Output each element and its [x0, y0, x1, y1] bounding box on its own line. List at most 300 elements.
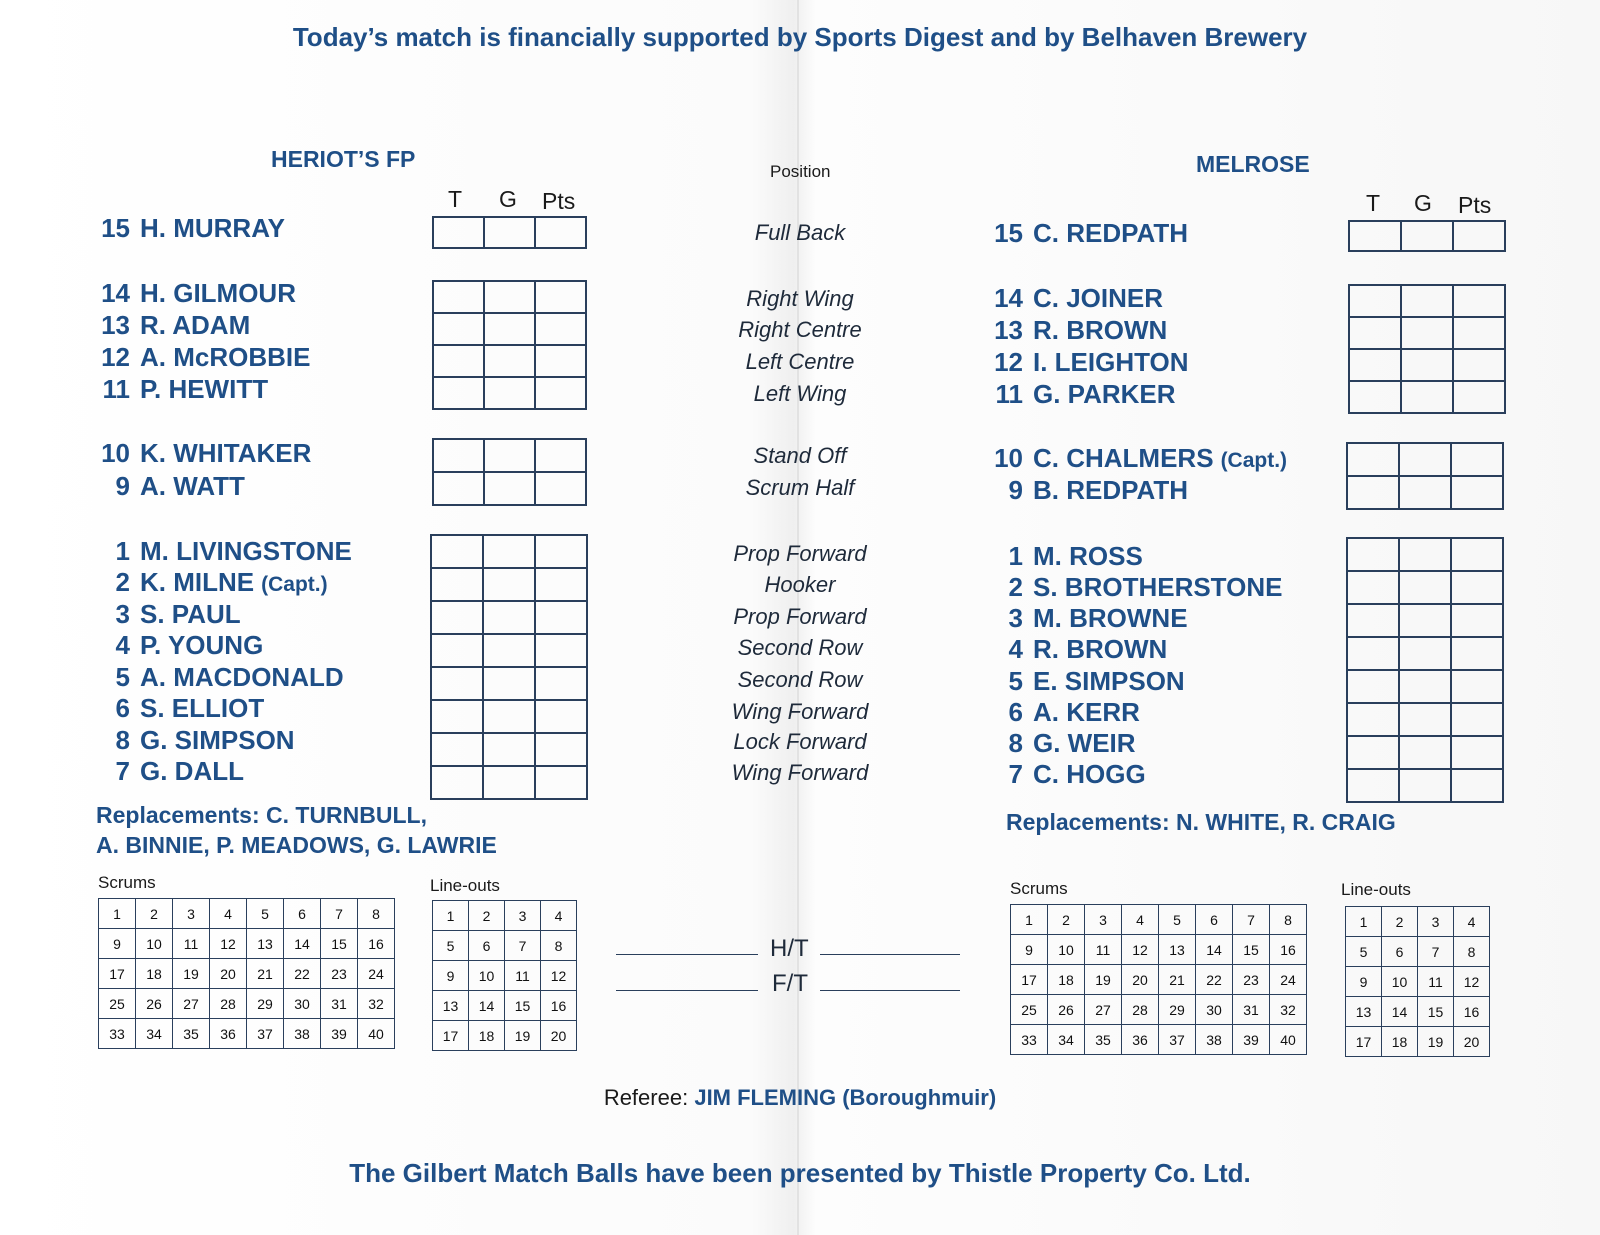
score-cell [1347, 476, 1399, 509]
score-cell [1347, 571, 1399, 604]
away-lineouts-grid [1345, 906, 1490, 1057]
count-cell: 2 [136, 899, 173, 929]
count-cell: 15 [1418, 997, 1454, 1027]
score-cell [483, 634, 535, 667]
score-cell [1399, 604, 1451, 637]
home-col-g: G [499, 186, 517, 212]
count-cell: 15 [1233, 935, 1270, 965]
score-cell [1451, 769, 1503, 802]
player-number: 8 [1008, 728, 1023, 758]
count-cell: 20 [1454, 1027, 1490, 1057]
player-number: 12 [101, 342, 130, 372]
player-number: 4 [1008, 634, 1023, 664]
player-name: I. LEIGHTON [1033, 347, 1189, 377]
position-label: Wing Forward [731, 760, 869, 785]
score-cell [1451, 443, 1503, 476]
player-name: P. HEWITT [140, 374, 269, 404]
count-cell: 19 [1418, 1027, 1454, 1057]
away-col-t: T [1366, 190, 1381, 216]
score-cell [1399, 476, 1451, 509]
count-cell: 38 [284, 1019, 321, 1049]
score-cell [433, 281, 484, 313]
count-cell: 7 [1418, 937, 1454, 967]
count-cell: 17 [99, 959, 136, 989]
player-name: K. WHITAKER [140, 438, 312, 468]
score-cell [535, 634, 587, 667]
player-name: A. McROBBIE [140, 342, 311, 372]
player-number: 10 [994, 443, 1023, 473]
count-cell: 34 [136, 1019, 173, 1049]
count-cell: 4 [1454, 907, 1490, 937]
count-cell: 19 [1085, 965, 1122, 995]
away-player-row [979, 347, 1196, 378]
player-number: 5 [115, 662, 130, 692]
count-cell: 8 [1270, 905, 1307, 935]
position-label: Right Wing [746, 286, 854, 311]
ft-label: F/T [772, 970, 808, 997]
count-cell: 18 [136, 959, 173, 989]
home-player-row [86, 374, 275, 405]
score-cell [1401, 221, 1453, 251]
away-player-row [979, 728, 1143, 759]
score-cell [484, 281, 535, 313]
count-cell: 14 [284, 929, 321, 959]
referee-line [0, 1085, 1600, 1111]
player-name: C. HOGG [1033, 759, 1146, 789]
count-cell: 6 [1196, 905, 1233, 935]
player-name: M. BROWNE [1033, 603, 1188, 633]
away-player-row [979, 759, 1153, 790]
count-cell: 40 [1270, 1025, 1307, 1055]
player-number: 14 [101, 278, 130, 308]
score-cell [431, 568, 483, 601]
player-number: 1 [1008, 541, 1023, 571]
score-cell [483, 601, 535, 634]
player-name: H. MURRAY [140, 213, 285, 243]
count-cell: 28 [210, 989, 247, 1019]
home-player-row [86, 278, 303, 309]
player-number: 11 [995, 379, 1023, 409]
player-name: B. REDPATH [1033, 475, 1189, 505]
count-cell: 9 [433, 961, 469, 991]
home-col-pts: Pts [542, 188, 576, 214]
position-label: Prop Forward [733, 541, 867, 566]
count-cell: 17 [433, 1021, 469, 1051]
score-cell [1399, 736, 1451, 769]
score-cell [433, 377, 484, 409]
count-cell: 37 [1159, 1025, 1196, 1055]
count-cell: 11 [1085, 935, 1122, 965]
player-name: R. BROWN [1033, 315, 1168, 345]
score-cell [431, 535, 483, 568]
home-replacements-line1: Replacements: C. TURNBULL, [96, 802, 427, 828]
count-cell: 16 [1454, 997, 1490, 1027]
score-cell [433, 345, 484, 377]
count-cell: 14 [469, 991, 505, 1021]
count-cell: 20 [541, 1021, 577, 1051]
count-cell: 1 [433, 901, 469, 931]
count-cell: 39 [321, 1019, 358, 1049]
count-cell: 9 [99, 929, 136, 959]
away-player-row [979, 634, 1174, 665]
home-player-row [86, 213, 292, 244]
count-cell: 4 [210, 899, 247, 929]
score-cell [433, 313, 484, 345]
score-cell [1399, 703, 1451, 736]
count-cell: 17 [1011, 965, 1048, 995]
score-cell [1401, 285, 1453, 317]
home-player-row [86, 536, 359, 567]
player-number: 13 [101, 310, 130, 340]
count-cell: 32 [1270, 995, 1307, 1025]
score-cell [483, 667, 535, 700]
position-label: Scrum Half [745, 475, 855, 500]
score-cell [483, 766, 535, 799]
score-cell [1451, 476, 1503, 509]
count-cell: 26 [136, 989, 173, 1019]
count-cell: 25 [1011, 995, 1048, 1025]
player-name: R. ADAM [140, 310, 251, 340]
score-cell [484, 377, 535, 409]
sponsor-header: Today’s match is financially supported by Sports Digest and by Belhaven Brewery [292, 22, 1308, 52]
count-cell: 13 [247, 929, 284, 959]
player-name: G. DALL [140, 756, 244, 786]
home-player-row [86, 310, 257, 341]
score-cell [1347, 604, 1399, 637]
count-cell: 12 [210, 929, 247, 959]
player-name: S. ELLIOT [140, 693, 265, 723]
count-cell: 6 [284, 899, 321, 929]
away-score-grid [1346, 537, 1504, 803]
score-cell [1453, 285, 1505, 317]
away-player-row [979, 315, 1174, 346]
score-cell [431, 733, 483, 766]
player-name: H. GILMOUR [140, 278, 296, 308]
score-cell [1347, 703, 1399, 736]
away-player-row [979, 697, 1147, 728]
count-cell: 10 [1382, 967, 1418, 997]
score-cell [1349, 285, 1401, 317]
count-cell: 30 [1196, 995, 1233, 1025]
score-cell [431, 700, 483, 733]
player-number: 6 [1008, 697, 1023, 727]
count-cell: 18 [1048, 965, 1085, 995]
score-cell [483, 568, 535, 601]
count-cell: 14 [1196, 935, 1233, 965]
count-cell: 9 [1346, 967, 1382, 997]
score-cell [535, 313, 586, 345]
player-number: 5 [1008, 666, 1023, 696]
away-scrums-grid [1010, 904, 1307, 1055]
player-name: G. WEIR [1033, 728, 1136, 758]
away-scrums-label: Scrums [1010, 879, 1068, 898]
count-cell: 3 [505, 901, 541, 931]
count-cell: 11 [173, 929, 210, 959]
count-cell: 13 [433, 991, 469, 1021]
count-cell: 16 [1270, 935, 1307, 965]
home-score-grid [430, 534, 588, 800]
count-cell: 7 [505, 931, 541, 961]
home-score-grid [432, 438, 587, 506]
score-cell [1347, 769, 1399, 802]
player-number: 3 [1008, 603, 1023, 633]
player-name: S. PAUL [140, 599, 241, 629]
count-cell: 34 [1048, 1025, 1085, 1055]
home-replacements-line2: A. BINNIE, P. MEADOWS, G. LAWRIE [96, 832, 497, 858]
count-cell: 2 [1048, 905, 1085, 935]
count-cell: 38 [1196, 1025, 1233, 1055]
home-lineouts-label: Line-outs [430, 876, 500, 895]
score-cell [1451, 670, 1503, 703]
score-cell [1349, 317, 1401, 349]
score-cell [1399, 637, 1451, 670]
count-cell: 22 [284, 959, 321, 989]
score-cell [1349, 349, 1401, 381]
player-number: 14 [994, 283, 1023, 313]
count-cell: 21 [247, 959, 284, 989]
away-ft-line [820, 990, 960, 991]
score-cell [431, 601, 483, 634]
player-number: 6 [115, 693, 130, 723]
count-cell: 37 [247, 1019, 284, 1049]
count-cell: 2 [1382, 907, 1418, 937]
home-scrums-label: Scrums [98, 873, 156, 892]
score-cell [1347, 443, 1399, 476]
count-cell: 21 [1159, 965, 1196, 995]
count-cell: 9 [1011, 935, 1048, 965]
home-col-t: T [448, 186, 463, 212]
player-number: 8 [115, 725, 130, 755]
count-cell: 19 [505, 1021, 541, 1051]
player-number: 4 [115, 630, 130, 660]
captain-note: (Capt.) [261, 573, 328, 596]
player-name: S. BROTHERSTONE [1033, 572, 1283, 602]
home-player-row [86, 342, 317, 373]
count-cell: 20 [1122, 965, 1159, 995]
position-label: Lock Forward [733, 729, 867, 754]
score-cell [1401, 317, 1453, 349]
score-cell [1451, 538, 1503, 571]
score-cell [431, 634, 483, 667]
ht-label: H/T [770, 935, 809, 962]
home-score-grid [432, 280, 587, 410]
score-cell [1401, 349, 1453, 381]
score-cell [433, 217, 484, 248]
count-cell: 25 [99, 989, 136, 1019]
score-cell [1451, 703, 1503, 736]
score-cell [535, 217, 586, 248]
home-player-row [86, 599, 248, 630]
score-cell [1349, 381, 1401, 413]
score-cell [1347, 736, 1399, 769]
away-team-name: MELROSE [1196, 151, 1310, 177]
position-label: Left Centre [745, 349, 855, 374]
count-cell: 3 [173, 899, 210, 929]
score-cell [535, 345, 586, 377]
player-name: C. REDPATH [1033, 218, 1189, 248]
count-cell: 27 [1085, 995, 1122, 1025]
score-cell [535, 281, 586, 313]
score-cell [1347, 637, 1399, 670]
count-cell: 31 [1233, 995, 1270, 1025]
count-cell: 29 [1159, 995, 1196, 1025]
count-cell: 33 [1011, 1025, 1048, 1055]
count-cell: 26 [1048, 995, 1085, 1025]
count-cell: 13 [1159, 935, 1196, 965]
count-cell: 5 [1159, 905, 1196, 935]
count-cell: 4 [1122, 905, 1159, 935]
count-cell: 35 [1085, 1025, 1122, 1055]
count-cell: 35 [173, 1019, 210, 1049]
score-cell [535, 377, 586, 409]
home-player-row [86, 725, 302, 756]
player-name: A. MACDONALD [140, 662, 344, 692]
score-cell [1453, 349, 1505, 381]
score-cell [535, 535, 587, 568]
score-cell [1399, 571, 1451, 604]
score-cell [1399, 769, 1451, 802]
player-name: A. WATT [140, 471, 245, 501]
player-name: E. SIMPSON [1033, 666, 1185, 696]
away-player-row [979, 379, 1183, 410]
count-cell: 20 [210, 959, 247, 989]
count-cell: 22 [1196, 965, 1233, 995]
count-cell: 6 [1382, 937, 1418, 967]
away-score-grid [1348, 220, 1506, 252]
count-cell: 8 [358, 899, 395, 929]
count-cell: 33 [99, 1019, 136, 1049]
away-player-row [979, 603, 1195, 634]
home-player-row [86, 630, 270, 661]
player-number: 9 [115, 471, 130, 501]
score-cell [1399, 538, 1451, 571]
count-cell: 18 [469, 1021, 505, 1051]
count-cell: 5 [247, 899, 284, 929]
position-label: Full Back [754, 220, 846, 245]
away-player-row [979, 475, 1195, 506]
count-cell: 11 [1418, 967, 1454, 997]
player-number: 7 [1008, 759, 1023, 789]
count-cell: 30 [284, 989, 321, 1019]
score-cell [1347, 538, 1399, 571]
score-cell [535, 568, 587, 601]
count-cell: 12 [541, 961, 577, 991]
count-cell: 24 [1270, 965, 1307, 995]
player-name: P. YOUNG [140, 630, 264, 660]
count-cell: 40 [358, 1019, 395, 1049]
count-cell: 18 [1382, 1027, 1418, 1057]
player-number: 7 [115, 756, 130, 786]
home-player-row [86, 662, 351, 693]
player-name: M. LIVINGSTONE [140, 536, 352, 566]
player-number: 2 [1008, 572, 1023, 602]
count-cell: 5 [1346, 937, 1382, 967]
player-number: 15 [101, 213, 130, 243]
away-player-row [979, 283, 1170, 314]
home-lineouts-grid [432, 900, 577, 1051]
score-cell [431, 766, 483, 799]
score-cell [1453, 317, 1505, 349]
count-cell: 29 [247, 989, 284, 1019]
count-cell: 3 [1085, 905, 1122, 935]
player-number: 11 [102, 374, 130, 404]
count-cell: 13 [1346, 997, 1382, 1027]
score-cell [433, 439, 484, 472]
count-cell: 2 [469, 901, 505, 931]
away-player-row [979, 218, 1195, 249]
count-cell: 12 [1454, 967, 1490, 997]
score-cell [484, 345, 535, 377]
score-cell [1399, 443, 1451, 476]
player-name: A. KERR [1033, 697, 1140, 727]
count-cell: 36 [1122, 1025, 1159, 1055]
player-name: R. BROWN [1033, 634, 1168, 664]
count-cell: 5 [433, 931, 469, 961]
home-team-name: HERIOT’S FP [271, 146, 416, 172]
position-label: Wing Forward [731, 699, 869, 724]
count-cell: 23 [1233, 965, 1270, 995]
score-cell [1451, 604, 1503, 637]
home-player-row [86, 693, 271, 724]
count-cell: 15 [505, 991, 541, 1021]
home-ft-line [616, 990, 758, 991]
position-label: Left Wing [753, 381, 847, 406]
player-number: 12 [994, 347, 1023, 377]
count-cell: 1 [1346, 907, 1382, 937]
count-cell: 4 [541, 901, 577, 931]
count-cell: 8 [1454, 937, 1490, 967]
player-name: G. PARKER [1033, 379, 1176, 409]
count-cell: 31 [321, 989, 358, 1019]
away-ht-line [820, 954, 960, 955]
position-label: Right Centre [738, 317, 862, 342]
count-cell: 19 [173, 959, 210, 989]
score-cell [433, 472, 484, 505]
home-player-row [86, 438, 318, 469]
score-cell [1399, 670, 1451, 703]
score-cell [484, 217, 535, 248]
score-cell [535, 439, 586, 472]
player-number: 13 [994, 315, 1023, 345]
count-cell: 14 [1382, 997, 1418, 1027]
count-cell: 1 [99, 899, 136, 929]
count-cell: 1 [1011, 905, 1048, 935]
player-number: 2 [115, 567, 130, 597]
player-number: 15 [994, 218, 1023, 248]
player-name: C. JOINER [1033, 283, 1164, 313]
position-label: Stand Off [753, 443, 847, 468]
score-cell [535, 667, 587, 700]
score-cell [1451, 637, 1503, 670]
score-cell [484, 472, 535, 505]
position-label: Prop Forward [733, 604, 867, 629]
count-cell: 10 [136, 929, 173, 959]
score-cell [535, 700, 587, 733]
count-cell: 10 [1048, 935, 1085, 965]
score-cell [1401, 381, 1453, 413]
count-cell: 24 [358, 959, 395, 989]
score-cell [535, 472, 586, 505]
score-cell [431, 667, 483, 700]
player-name: C. CHALMERS [1033, 443, 1214, 473]
count-cell: 7 [321, 899, 358, 929]
away-player-row [979, 443, 1287, 474]
player-number: 3 [115, 599, 130, 629]
count-cell: 17 [1346, 1027, 1382, 1057]
count-cell: 8 [541, 931, 577, 961]
captain-note: (Capt.) [1220, 449, 1288, 472]
home-scrums-grid [98, 898, 395, 1049]
